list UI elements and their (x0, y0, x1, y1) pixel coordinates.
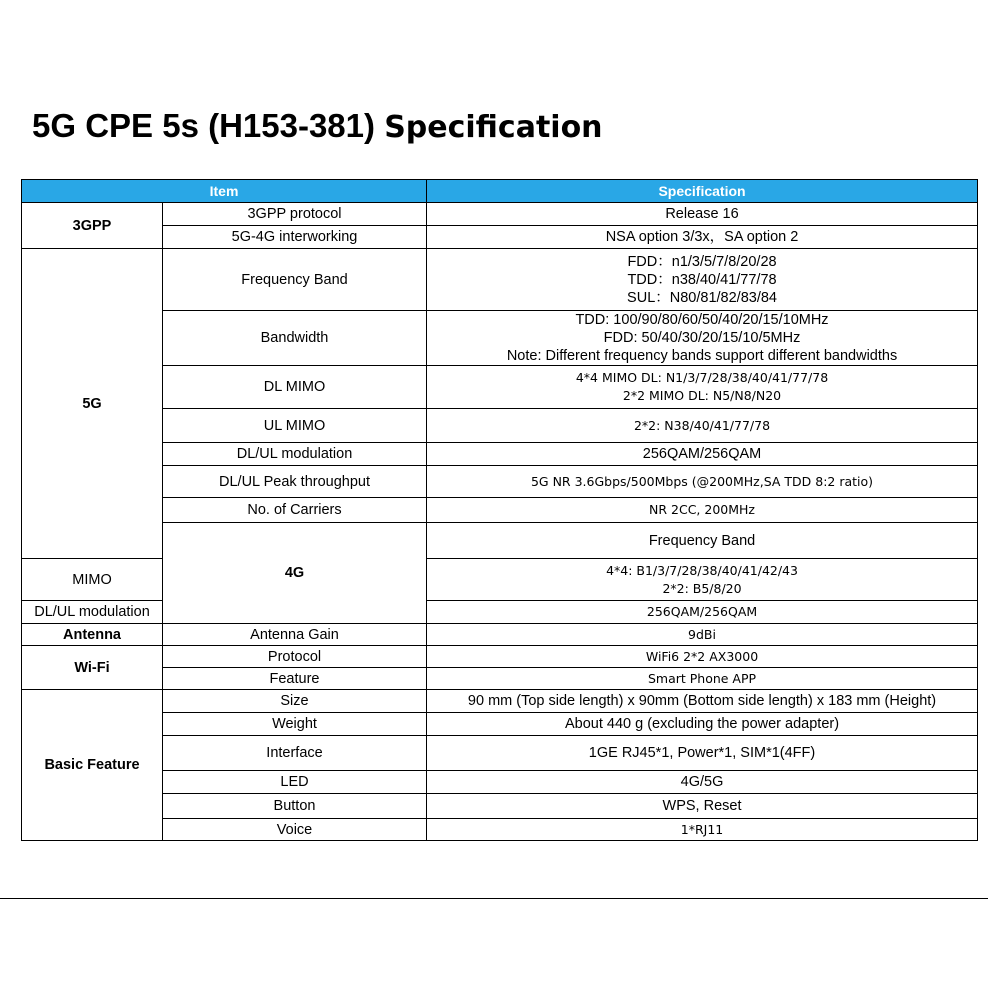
row-value (427, 249, 978, 311)
table-row (22, 498, 978, 523)
row-item: LED (163, 771, 427, 794)
table-row (22, 523, 978, 559)
header-spec: Specification (427, 180, 978, 203)
value-line: 9dBi (688, 626, 716, 642)
value-line: 2*2: N38/40/41/77/78 (633, 417, 771, 433)
table-row (22, 249, 978, 311)
value-line: TDD：n38/40/41/77/78 (627, 271, 777, 288)
table-row (22, 226, 978, 249)
value-line: 4*4: B1/3/7/28/38/40/41/42/43 (606, 562, 798, 578)
value-line: NR 2CC, 200MHz (649, 502, 755, 517)
group-antenna: Antenna (22, 624, 163, 646)
table-row (22, 624, 978, 646)
value-line: 1GE RJ45*1, Power*1, SIM*1(4FF) (588, 745, 816, 761)
row-item: Feature (163, 668, 427, 690)
row-value (427, 498, 978, 523)
table-row (22, 736, 978, 771)
group-wifi: Wi-Fi (22, 646, 163, 690)
table-row (22, 819, 978, 841)
row-value (427, 819, 978, 841)
row-value (427, 409, 978, 443)
row-value (427, 794, 978, 819)
row-item: Button (163, 794, 427, 819)
row-item: No. of Carriers (163, 498, 427, 523)
table-header-row (22, 180, 978, 203)
value-line: 1*RJ11 (680, 821, 724, 837)
row-item: DL/UL modulation (22, 601, 163, 624)
row-value (427, 624, 978, 646)
row-value (427, 366, 978, 409)
group-4g: 4G (163, 523, 427, 624)
value-line: Smart Phone APP (647, 670, 757, 686)
title-suffix: Specification (384, 110, 603, 145)
table-row (22, 794, 978, 819)
header-item: Item (22, 180, 427, 203)
value-line: 2*2: B5/8/20 (662, 580, 742, 596)
value-line: SUL：N80/81/82/83/84 (627, 289, 777, 306)
row-value (427, 466, 978, 498)
table-row (22, 668, 978, 690)
table-row (22, 646, 978, 668)
value-line: Release 16 (665, 206, 739, 222)
spec-table (21, 179, 978, 841)
row-item: Size (163, 690, 427, 713)
row-item: Bandwidth (163, 311, 427, 366)
value-line: WiFi6 2*2 AX3000 (645, 648, 759, 664)
row-value (427, 713, 978, 736)
row-value (427, 668, 978, 690)
value-line: 256QAM/256QAM (642, 446, 762, 462)
row-value (427, 646, 978, 668)
row-item: Antenna Gain (163, 624, 427, 646)
row-value (427, 559, 978, 601)
row-item: Frequency Band (427, 523, 978, 559)
row-item: Frequency Band (163, 249, 427, 311)
value-line: FDD: 50/40/30/20/15/10/5MHz (603, 330, 801, 346)
table-row (22, 713, 978, 736)
group-5g: 5G (22, 249, 163, 559)
page-title (32, 104, 603, 150)
row-value (427, 736, 978, 771)
row-value (427, 690, 978, 713)
value-line: TDD: 100/90/80/60/50/40/20/15/10MHz (575, 312, 829, 328)
row-item: 5G-4G interworking (163, 226, 427, 249)
table-row (22, 690, 978, 713)
row-item: MIMO (22, 559, 163, 601)
row-item: Voice (163, 819, 427, 841)
row-item: Weight (163, 713, 427, 736)
group-3gpp: 3GPP (22, 203, 163, 249)
value-line: 256QAM/256QAM (646, 604, 758, 619)
value-line: About 440 g (excluding the power adapter) (564, 716, 840, 732)
row-value (427, 226, 978, 249)
value-line: 4*4 MIMO DL: N1/3/7/28/38/40/41/77/78 (575, 370, 829, 385)
table-row (22, 771, 978, 794)
table-row (22, 366, 978, 409)
row-item: DL/UL modulation (163, 443, 427, 466)
value-line: FDD：n1/3/5/7/8/20/28 (627, 253, 777, 270)
value-line: 90 mm (Top side length) x 90mm (Bottom side length) x 183 mm (Height) (467, 693, 937, 709)
row-item: Protocol (163, 646, 427, 668)
row-value (427, 771, 978, 794)
row-value (427, 443, 978, 466)
row-item: 3GPP protocol (163, 203, 427, 226)
row-item: UL MIMO (163, 409, 427, 443)
value-line: 5G NR 3.6Gbps/500Mbps (@200MHz,SA TDD 8:2 ratio) (530, 473, 874, 489)
value-line: WPS, Reset (662, 798, 742, 814)
row-value (427, 601, 978, 624)
value-line: 4G/5G (680, 774, 724, 790)
table-row (22, 466, 978, 498)
row-item: DL/UL Peak throughput (163, 466, 427, 498)
table-row (22, 409, 978, 443)
value-line: 2*2 MIMO DL: N5/N8/N20 (622, 388, 782, 403)
title-model: 5G CPE 5s (H153-381) (32, 107, 376, 144)
row-item: Interface (163, 736, 427, 771)
table-row (22, 443, 978, 466)
table-row (22, 311, 978, 366)
table-row (22, 203, 978, 226)
row-value (427, 203, 978, 226)
bottom-divider (0, 898, 988, 899)
group-basic-feature: Basic Feature (22, 690, 163, 841)
value-line: Note: Different frequency bands support different bandwidths (506, 348, 898, 364)
value-line: NSA option 3/3x，SA option 2 (605, 229, 799, 245)
row-item: DL MIMO (163, 366, 427, 409)
row-value (427, 311, 978, 366)
